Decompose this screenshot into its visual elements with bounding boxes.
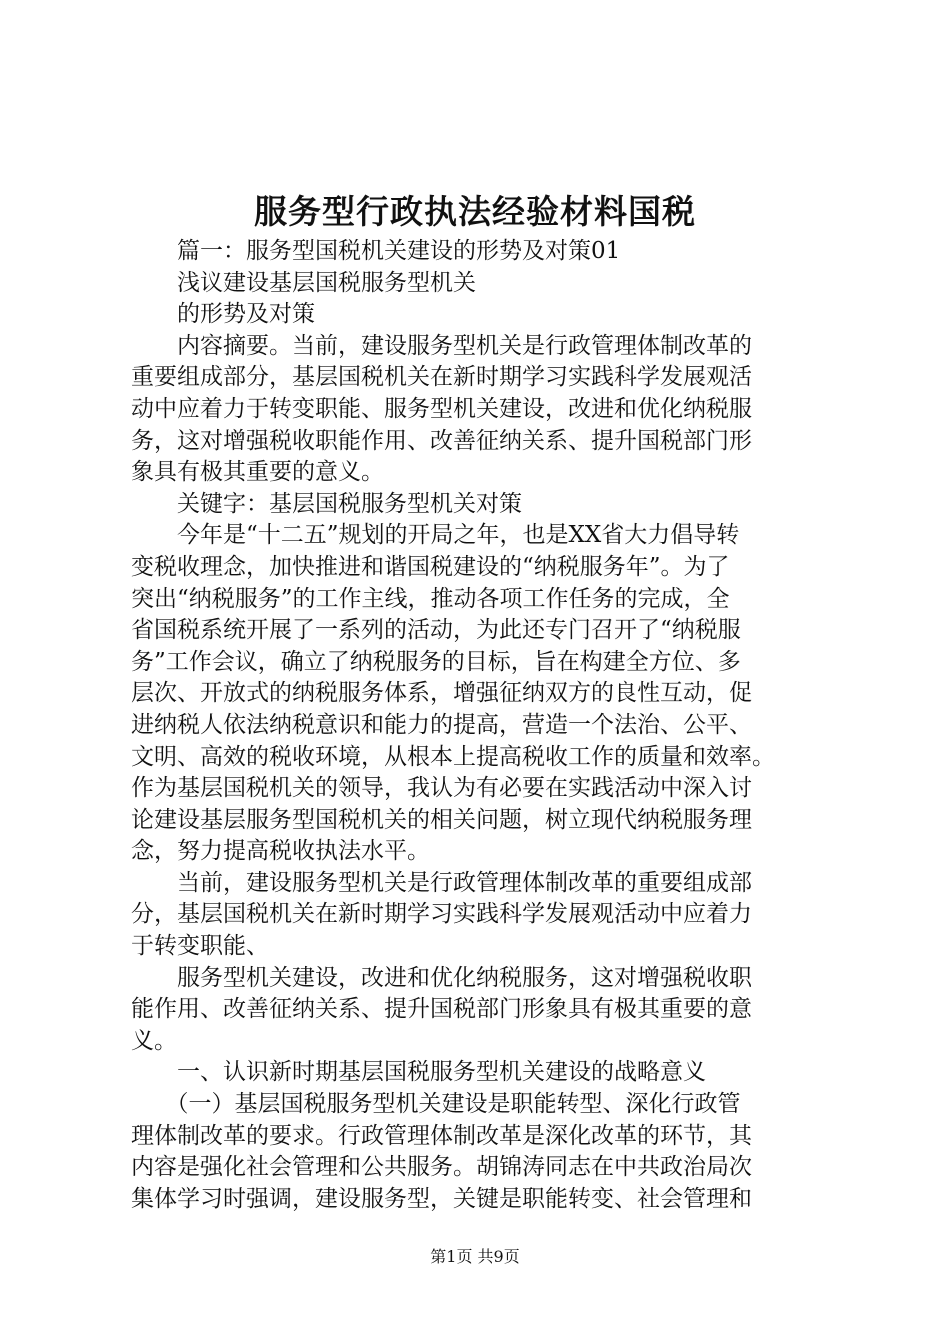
body-line: 进纳税人依法纳税意识和能力的提高，营造一个法治、公平、 [131, 711, 752, 738]
body-line: 理体制改革的要求。行政管理体制改革是深化改革的环节，其 [131, 1122, 752, 1149]
body-line: 突出“纳税服务”的工作主线，推动各项工作任务的完成，全 [131, 585, 730, 612]
body-line: 变税收理念，加快推进和谐国税建设的“纳税服务年”。为了 [131, 553, 730, 580]
body-line: 服务型机关建设，改进和优化纳税服务，这对增强税收职 [131, 964, 752, 991]
body-line: 的形势及对策 [131, 301, 315, 328]
body-line: 内容摘要。当前，建设服务型机关是行政管理体制改革的 [131, 332, 752, 359]
body-line: 篇一：服务型国税机关建设的形势及对策01 [131, 238, 621, 264]
body-line: 象具有极其重要的意义。 [131, 459, 384, 486]
body-line: （一）基层国税服务型机关建设是职能转型、深化行政管 [131, 1091, 741, 1118]
page-number-footer: 第1页 共9页 [430, 1247, 520, 1266]
body-line: 内容是强化社会管理和公共服务。胡锦涛同志在中共政治局次 [131, 1154, 752, 1181]
body-line: 论建设基层服务型国税机关的相关问题，树立现代纳税服务理 [131, 806, 752, 833]
body-line: 务，这对增强税收职能作用、改善征纳关系、提升国税部门形 [131, 427, 752, 454]
body-line: 集体学习时强调，建设服务型，关键是职能转变、社会管理和 [131, 1185, 752, 1212]
body-line: 今年是“十二五”规划的开局之年，也是XX省大力倡导转 [131, 522, 740, 549]
body-line: 动中应着力于转变职能、服务型机关建设，改进和优化纳税服 [131, 395, 752, 422]
body-line: 文明、高效的税收环境，从根本上提高税收工作的质量和效率。 [131, 743, 775, 770]
document-body [131, 236, 831, 1215]
body-line: 能作用、改善征纳关系、提升国税部门形象具有极其重要的意 [131, 996, 752, 1023]
body-line: 省国税系统开展了一系列的活动，为此还专门召开了“纳税服 [131, 617, 741, 644]
body-line: 重要组成部分，基层国税机关在新时期学习实践科学发展观活 [131, 364, 752, 391]
document-title: 服务型行政执法经验材料国税 [254, 192, 696, 231]
body-line: 关键字：基层国税服务型机关对策 [131, 490, 522, 517]
body-line: 当前，建设服务型机关是行政管理体制改革的重要组成部 [131, 869, 752, 896]
body-line: 作为基层国税机关的领导，我认为有必要在实践活动中深入讨 [131, 775, 752, 802]
body-line: 于转变职能、 [131, 933, 269, 960]
body-line: 浅议建设基层国税服务型机关 [131, 269, 476, 296]
body-line: 义。 [131, 1027, 177, 1054]
body-line: 分，基层国税机关在新时期学习实践科学发展观活动中应着力 [131, 901, 752, 928]
body-line: 一、认识新时期基层国税服务型机关建设的战略意义 [131, 1059, 706, 1086]
body-line: 层次、开放式的纳税服务体系，增强征纳双方的良性互动，促 [131, 680, 752, 707]
body-line: 念，努力提高税收执法水平。 [131, 838, 430, 865]
body-line: 务”工作会议，确立了纳税服务的目标，旨在构建全方位、多 [131, 648, 741, 675]
